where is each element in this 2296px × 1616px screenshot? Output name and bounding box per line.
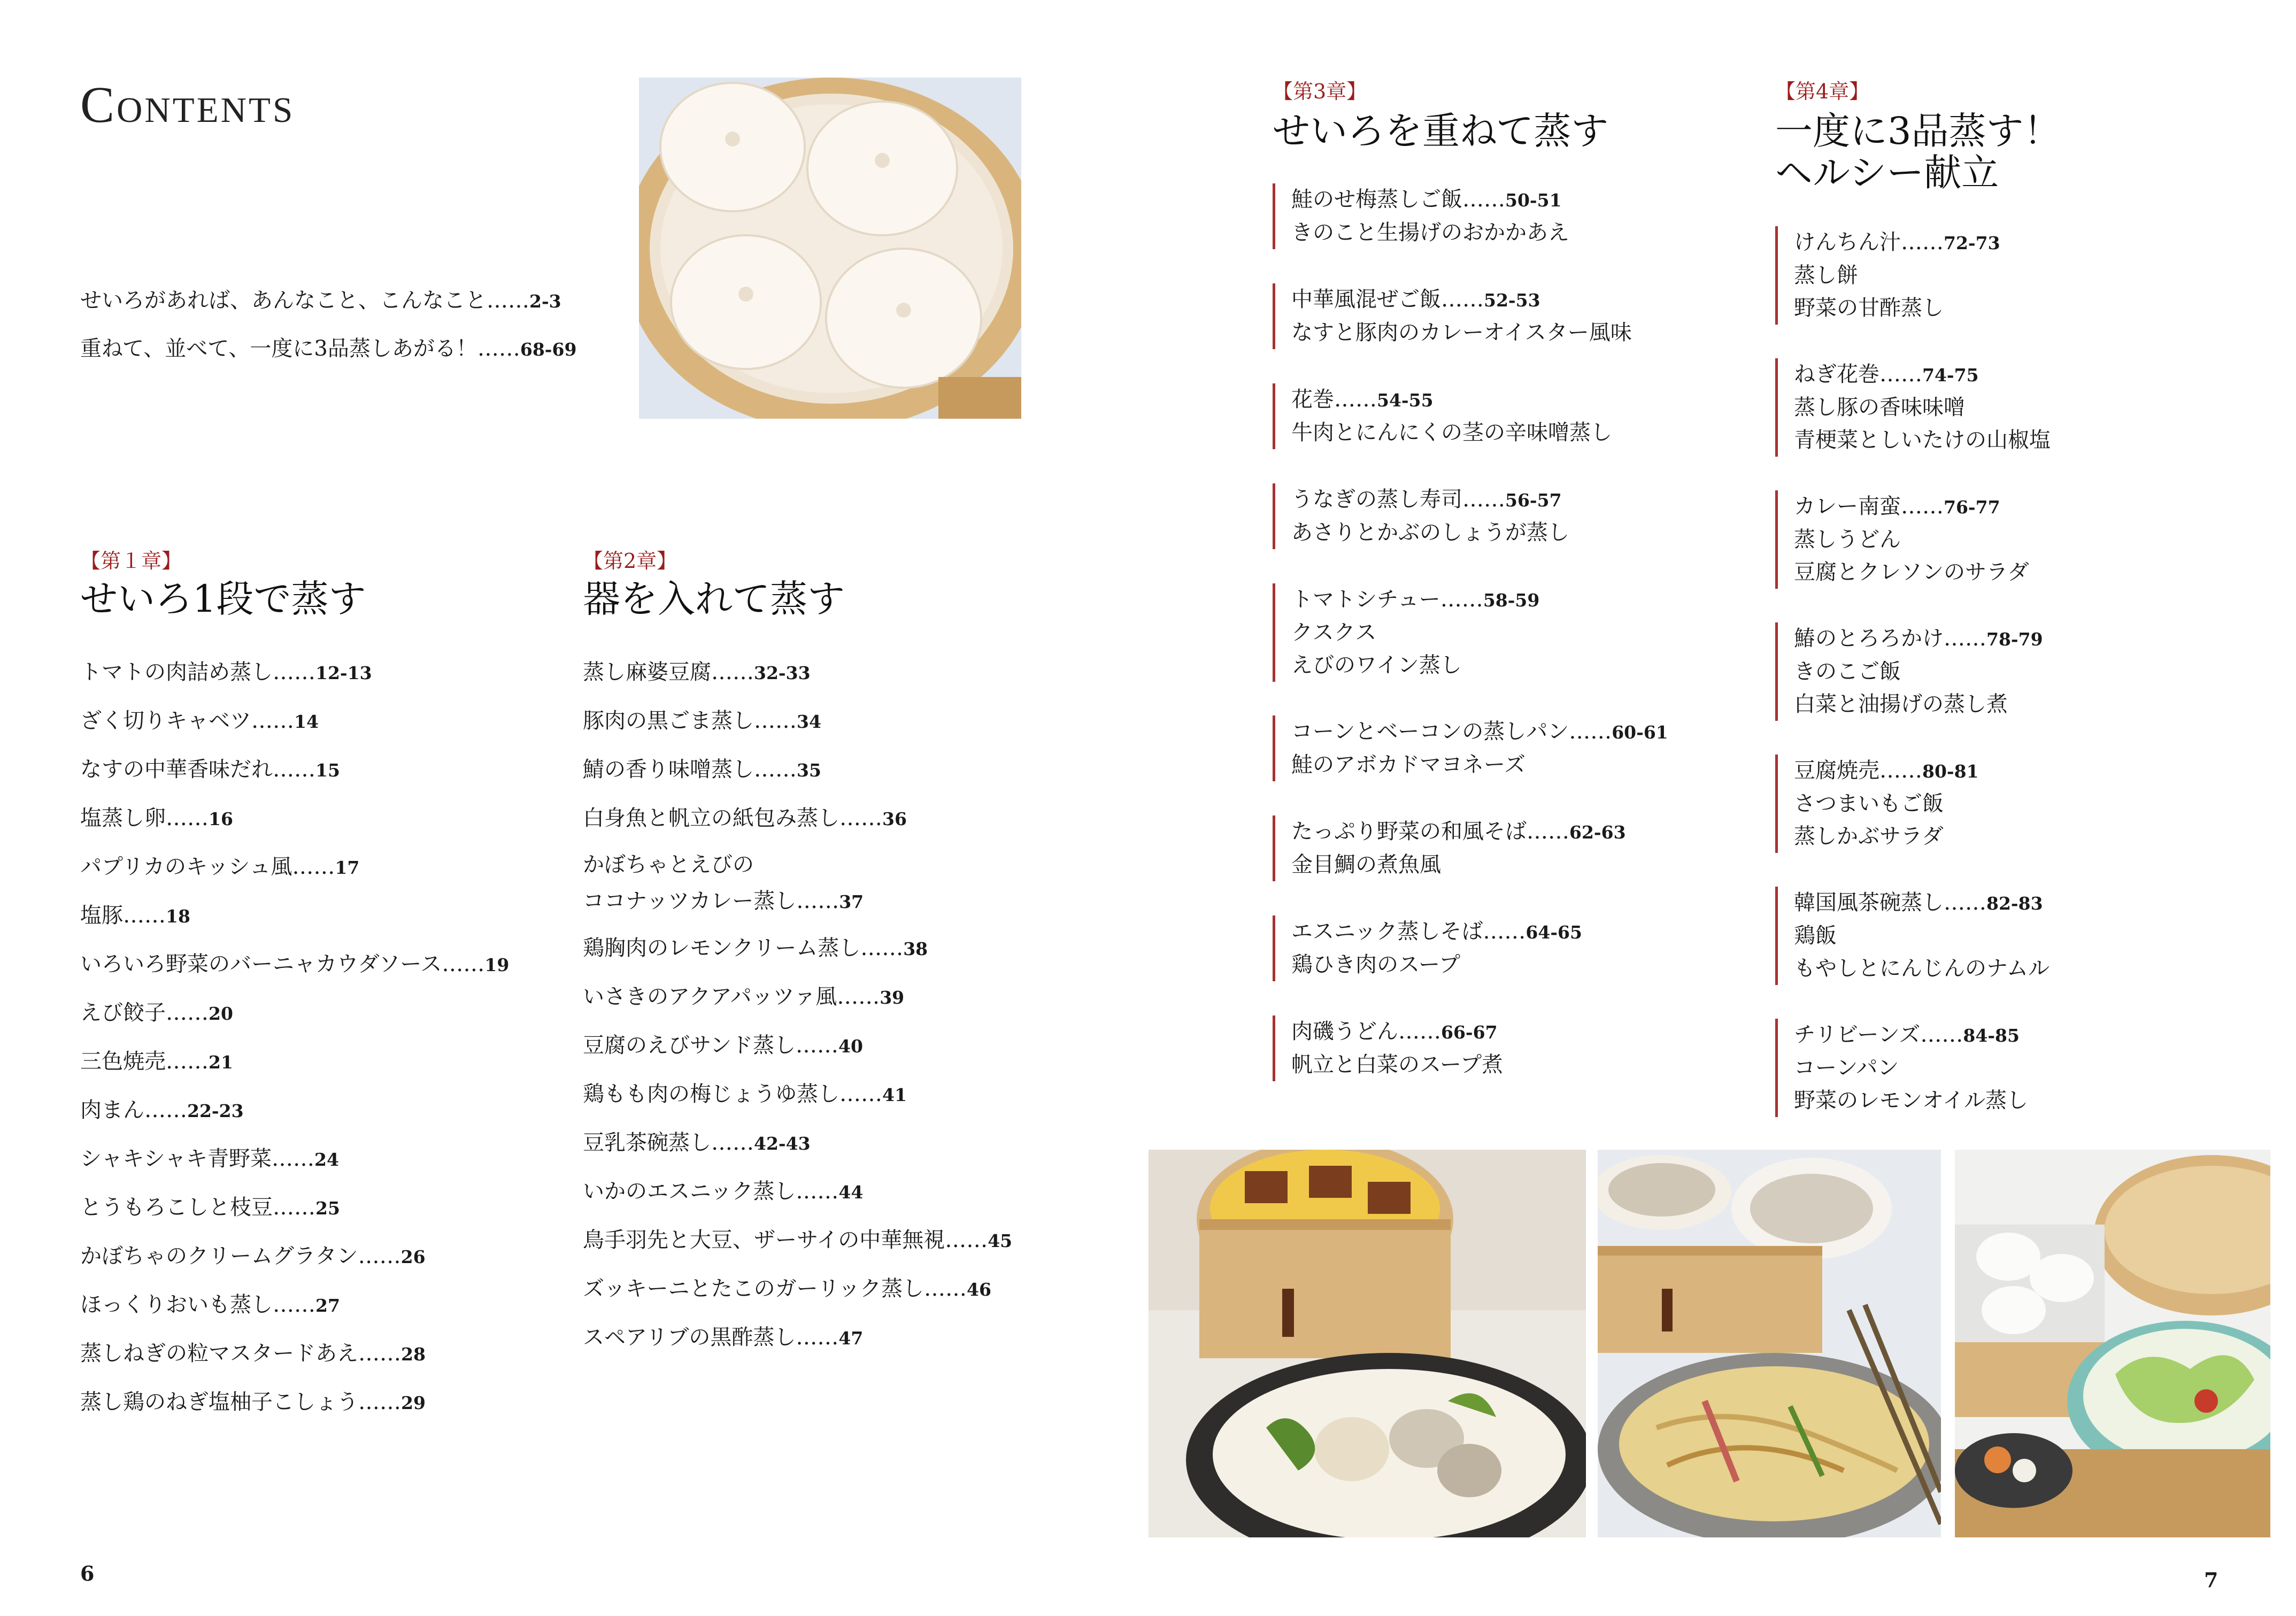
list-item: なすの中華香味だれ……15 [80,757,340,782]
chapter-1-label: 【第１章】 [80,549,182,573]
list-item: 塩豚……18 [80,903,190,928]
list-item: トマトの肉詰め蒸し……12-13 [80,660,372,684]
list-item: 鰆のとろろかけ……78-79 [1794,626,2043,651]
list-item: ざく切りキャベツ……14 [80,709,319,733]
list-item: きのこと生揚げのおかかあえ [1291,220,1569,245]
chapter-2-title: 器を入れて蒸す [583,577,845,621]
list-item: クスクス [1291,620,1377,645]
list-item: シャキシャキ青野菜……24 [80,1146,339,1171]
list-item: 蒸し豚の香味味噌 [1794,395,1965,420]
list-item: 三色焼売……21 [80,1049,233,1074]
contents-title: Contents [80,76,295,133]
list-item: カレー南蛮……76-77 [1794,494,2000,519]
list-item: 蒸し麻婆豆腐……32-33 [583,660,811,684]
list-item: 蒸しかぶサラダ [1794,824,1944,849]
list-item: 鶏もも肉の梅じょうゆ蒸し……41 [583,1082,907,1106]
menu-group [1775,226,2000,325]
list-item: 野菜のレモンオイル蒸し [1794,1088,2028,1113]
menu-group [1273,183,1569,249]
list-item: 野菜の甘酢蒸し [1794,296,1944,320]
list-item: 豆乳茶碗蒸し……42-43 [583,1130,811,1155]
list-item: もやしとにんじんのナムル [1794,956,2050,981]
menu-group [1273,283,1632,349]
chapter-1-title: せいろ1段で蒸す [80,577,366,621]
list-item: かぼちゃのクリームグラタン……26 [80,1244,426,1268]
list-item: とうもろこしと枝豆……25 [80,1195,340,1220]
list-item: コーンとベーコンの蒸しパン……60-61 [1291,719,1668,744]
list-item: 塩蒸し卵……16 [80,806,233,830]
list-item: エスニック蒸しそば……64-65 [1291,919,1582,944]
steamer-salad-photo [1955,1150,2270,1537]
list-item: 白菜と油揚げの蒸し煮 [1794,692,2008,717]
list-item: えびのワイン蒸し [1291,653,1462,678]
list-item: たっぷり野菜の和風そば……62-63 [1291,819,1626,844]
list-item: 蒸し餅 [1794,263,1858,288]
list-item: 豆腐のえびサンド蒸し……40 [583,1033,863,1058]
page-number-right: 7 [2204,1568,2218,1592]
list-item: スペアリブの黒酢蒸し……47 [583,1325,864,1350]
list-item: 肉磯うどん……66-67 [1291,1019,1498,1044]
menu-group [1775,1019,2028,1117]
menu-group [1775,755,1979,853]
list-item: あさりとかぶのしょうが蒸し [1291,520,1569,545]
list-item: かぼちゃとえびの [583,852,754,877]
list-item: パプリカのキッシュ風……17 [80,855,360,879]
list-item: チリビーンズ……84-85 [1794,1022,2020,1047]
chapter-2-label: 【第2章】 [583,549,677,573]
list-item: 豆腐とクレソンのサラダ [1794,560,2029,584]
list-item: 肉まん……22-23 [80,1098,244,1122]
chapter-3-label: 【第3章】 [1273,80,1367,103]
list-item: なすと豚肉のカレーオイスター風味 [1291,320,1632,345]
menu-group [1273,483,1569,549]
list-item: 鶏ひき肉のスープ [1291,952,1460,977]
list-item: コーンパン [1794,1056,1899,1080]
list-item: 白身魚と帆立の紙包み蒸し……36 [583,806,907,830]
list-item: トマトシチュー……58-59 [1291,587,1540,612]
intro-line: せいろがあれば、あんなこと、こんなこと……2-3 [80,288,561,313]
list-item: 蒸しうどん [1794,527,1901,552]
list-item: 韓国風茶碗蒸し……82-83 [1794,890,2043,915]
list-item: えび餃子……20 [80,1001,233,1025]
menu-group [1775,622,2043,721]
list-item: いさきのアクアパッツァ風……39 [583,984,905,1009]
chapter-4-title-line1: 一度に3品蒸す！ [1775,109,2061,153]
menu-group [1273,815,1626,881]
menu-group [1273,1015,1503,1081]
list-item: うなぎの蒸し寿司……56-57 [1291,487,1562,512]
list-item: 蒸しねぎの粒マスタードあえ……28 [80,1341,426,1366]
list-item: 鶏胸肉のレモンクリーム蒸し……38 [583,936,928,960]
list-item: さつまいもご飯 [1794,791,1944,816]
chapter-4-label: 【第4章】 [1775,80,1870,103]
list-item: ズッキーニとたこのガーリック蒸し……46 [583,1276,991,1301]
page-number-left: 6 [80,1561,95,1586]
list-item: ココナッツカレー蒸し……37 [583,889,864,913]
list-item: けんちん汁……72-73 [1794,230,2000,255]
list-item: いろいろ野菜のバーニャカウダソース……19 [80,952,510,976]
menu-group [1273,383,1612,449]
list-item: ほっくりおいも蒸し……27 [80,1292,340,1317]
menu-group [1775,358,2051,457]
menu-group [1775,490,2029,589]
intro-line: 重ねて、並べて、一度に3品蒸しあがる！……68-69 [80,336,577,361]
menu-group [1273,715,1668,781]
list-item: 鶏飯 [1794,924,1837,948]
list-item: きのこご飯 [1794,659,1901,684]
list-item: 青梗菜としいたけの山椒塩 [1794,428,2051,452]
steamed-buns-photo [639,78,1021,419]
chapter-4-title-line2: ヘルシー献立 [1775,151,1999,195]
menu-group [1273,583,1539,682]
chapter-3-title: せいろを重ねて蒸す [1273,109,1609,153]
list-item: 鯖の香り味噌蒸し……35 [583,757,821,782]
list-item: 金目鯛の煮魚風 [1291,852,1441,877]
list-item: 豚肉の黒ごま蒸し……34 [583,709,821,733]
list-item: 中華風混ぜご飯……52-53 [1291,287,1540,312]
list-item: 鮭のせ梅蒸しご飯……50-51 [1291,187,1562,212]
list-item: いかのエスニック蒸し……44 [583,1179,864,1204]
menu-group [1273,915,1582,981]
list-item: 牛肉とにんにくの茎の辛味噌蒸し [1291,420,1612,445]
list-item: 鮭のアボカドマヨネーズ [1291,752,1525,777]
list-item: 鳥手羽先と大豆、ザーサイの中華無視……45 [583,1228,1013,1252]
menu-group [1775,887,2050,985]
list-item: 蒸し鶏のねぎ塩柚子こしょう……29 [80,1390,426,1414]
eel-sushi-clams-photo [1149,1150,1586,1537]
list-item: 豆腐焼売……80-81 [1794,758,1979,783]
list-item: 花巻……54-55 [1291,387,1434,412]
noodles-soup-photo [1598,1150,1941,1537]
list-item: ねぎ花巻……74-75 [1794,362,1979,387]
list-item: 帆立と白菜のスープ煮 [1291,1052,1503,1077]
